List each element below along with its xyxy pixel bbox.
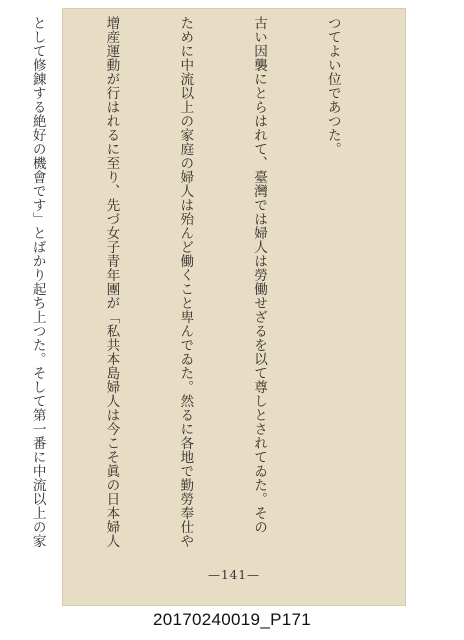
vertical-text-block bbox=[29, 16, 394, 561]
text-line: ために中流以上の家庭の婦人は殆んど働くこと卑んでゐた。然るに各地で勤勞奉仕や bbox=[177, 16, 194, 548]
text-line: として修錬する絶好の機會です」とばかり起ち上つた。そして第一番に中流以上の家 bbox=[29, 16, 46, 548]
text-line: 古い因襲にとらはれて、臺灣では婦人は勞働せざるを以て尊しとされてゐた。その bbox=[251, 16, 268, 534]
text-line: 增産運動が行はれるに至り、先づ女子青年團が「私共本島婦人は今こそ眞の日本婦人 bbox=[103, 16, 120, 548]
book-page bbox=[29, 8, 406, 606]
text-line: つてよい位であつた。 bbox=[324, 16, 341, 156]
page-number: —141— bbox=[208, 568, 260, 582]
image-caption: 20170240019_P171 bbox=[153, 610, 311, 629]
